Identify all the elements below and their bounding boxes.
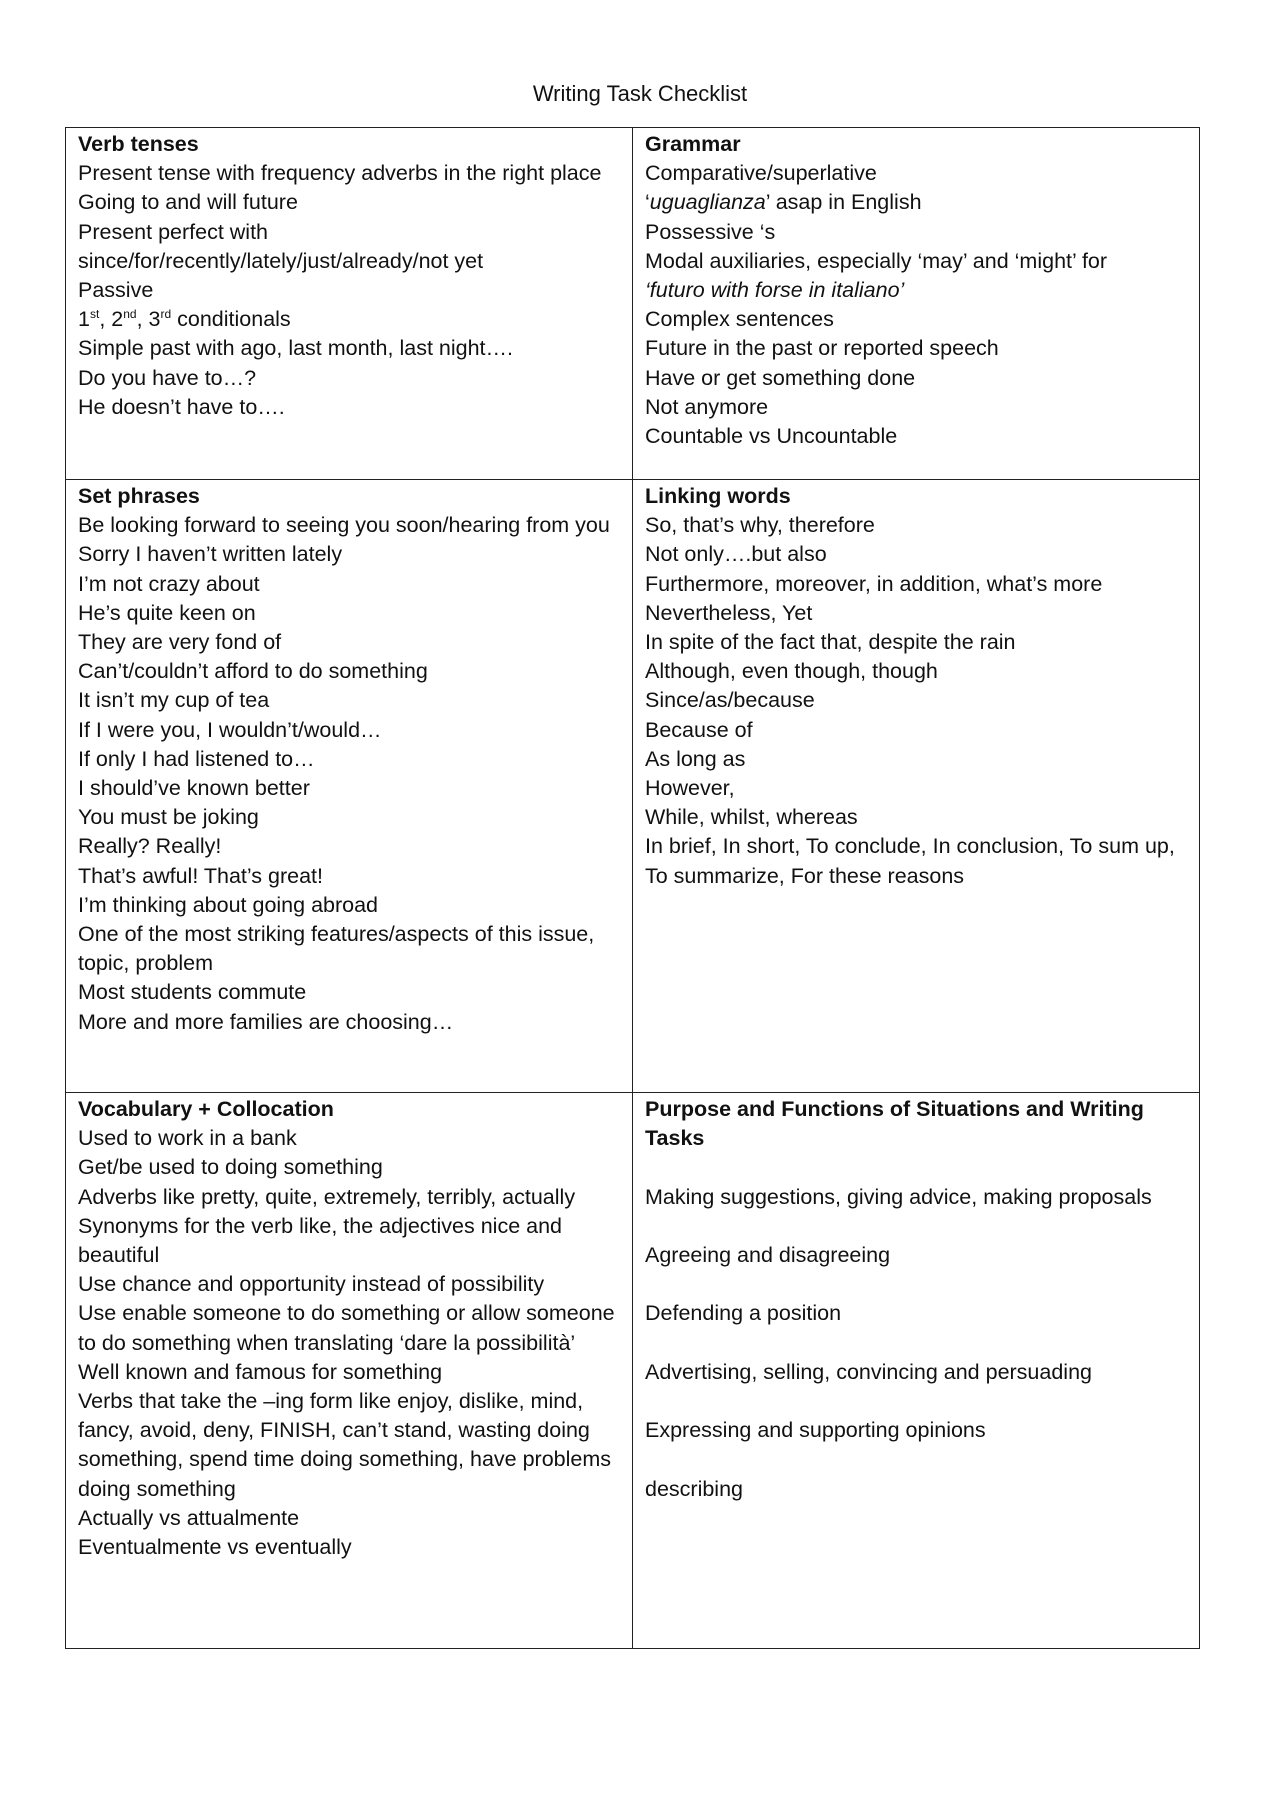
superscript: rd (160, 307, 172, 322)
vocabulary-heading: Vocabulary + Collocation (78, 1097, 334, 1121)
text-span: , 2 (99, 307, 124, 332)
conditionals-item (78, 305, 622, 334)
verb-tenses-cell (66, 128, 633, 480)
text-span: ’ asap in English (765, 190, 922, 215)
list-item: Get/be used to doing something (78, 1155, 383, 1180)
list-item: Can’t/couldn’t afford to do something (78, 659, 428, 684)
list-item: Well known and famous for something (78, 1359, 443, 1384)
list-item: Present perfect with since/for/recently/lately/just/already/not yet (78, 219, 484, 273)
table-row (66, 128, 1200, 480)
uguaglianza-item (645, 188, 1189, 217)
list-item: While, whilst, whereas (645, 805, 858, 830)
set-phrases-heading: Set phrases (78, 484, 200, 508)
list-item: Use enable someone to do something or allow someone to do something when translating ‘dare la possibilità’ (78, 1301, 615, 1355)
table-row (66, 480, 1200, 1093)
list-item: Eventualmente vs eventually (78, 1535, 352, 1560)
list-item: Complex sentences (645, 307, 834, 332)
list-item: ‘futuro with forse in italiano’ (645, 278, 905, 303)
list-item: More and more families are choosing… (78, 1009, 454, 1034)
list-item: Countable vs Uncountable (645, 424, 898, 449)
list-item: Verbs that take the –ing form like enjoy, dislike, mind, fancy, avoid, deny, FINISH, can’t stand, wasting doing something, spend time doing something, have problems doing something (78, 1389, 612, 1501)
list-item: It isn’t my cup of tea (78, 688, 270, 713)
purpose-cell (633, 1093, 1200, 1649)
list-item: He doesn’t have to…. (78, 394, 285, 419)
list-item: Synonyms for the verb like, the adjectives nice and beautiful (78, 1213, 563, 1268)
list-item: Not anymore (645, 394, 769, 419)
superscript: nd (123, 307, 137, 322)
list-item: One of the most striking features/aspects of this issue, topic, problem (78, 922, 595, 976)
vocabulary-cell (66, 1093, 633, 1649)
set-phrases-cell (66, 480, 633, 1093)
list-item: I’m not crazy about (78, 571, 260, 596)
text-span: conditionals (171, 307, 291, 332)
table-row (66, 1093, 1200, 1649)
list-item: Not only….but also (645, 542, 827, 567)
spacer (645, 1445, 1189, 1474)
grammar-cell (633, 128, 1200, 480)
list-item: As long as (645, 746, 746, 771)
list-item: Defending a position (645, 1301, 842, 1326)
list-item: Going to and will future (78, 190, 298, 215)
list-item: Use chance and opportunity instead of possibility (78, 1272, 545, 1297)
list-item: Future in the past or reported speech (645, 336, 999, 361)
grammar-heading: Grammar (645, 132, 741, 156)
list-item: Have or get something done (645, 365, 916, 390)
superscript: st (89, 307, 100, 322)
list-item: That’s awful! That’s great! (78, 863, 323, 888)
text-span: ‘ (645, 190, 650, 215)
list-item: However, (645, 776, 735, 801)
list-item: Advertising, selling, convincing and persuading (645, 1359, 1092, 1384)
list-item: I’m thinking about going abroad (78, 892, 379, 917)
list-item: Expressing and supporting opinions (645, 1418, 986, 1443)
list-item: If only I had listened to… (78, 746, 315, 771)
page-title: Writing Task Checklist (532, 81, 748, 106)
list-item: Passive (78, 278, 154, 303)
list-item: I should’ve known better (78, 776, 310, 801)
list-item: Because of (645, 717, 753, 742)
list-item: Do you have to…? (78, 365, 257, 390)
list-item: In spite of the fact that, despite the rain (645, 630, 1016, 655)
list-item: Modal auxiliaries, especially ‘may’ and ‘might’ for (645, 248, 1108, 273)
linking-words-cell (633, 480, 1200, 1093)
list-item: Actually vs attualmente (78, 1505, 300, 1530)
text-span: 1 (78, 307, 90, 332)
spacer (645, 1270, 1189, 1299)
list-item: Possessive ‘s (645, 219, 776, 244)
list-item: Used to work in a bank (78, 1126, 297, 1151)
list-item: They are very fond of (78, 630, 282, 655)
spacer (645, 1212, 1189, 1241)
list-item: Present tense with frequency adverbs in the right place (78, 161, 602, 186)
spacer (645, 1387, 1189, 1416)
list-item: In brief, In short, To conclude, In conclusion, To sum up, To summarize, For these reasons (645, 834, 1175, 888)
verb-tenses-heading: Verb tenses (78, 132, 199, 156)
list-item: Be looking forward to seeing you soon/hearing from you (78, 513, 610, 538)
checklist-table (65, 127, 1200, 1649)
text-span: , 3 (136, 307, 161, 332)
list-item: Furthermore, moreover, in addition, what’s more (645, 571, 1103, 596)
list-item: Most students commute (78, 980, 307, 1005)
list-item: Simple past with ago, last month, last night…. (78, 336, 513, 361)
list-item: If I were you, I wouldn’t/would… (78, 717, 382, 742)
list-item: describing (645, 1476, 743, 1501)
list-item: Nevertheless, Yet (645, 600, 813, 625)
list-item: Comparative/superlative (645, 161, 877, 186)
purpose-heading: Purpose and Functions of Situations and Writing Tasks (645, 1097, 1144, 1151)
list-item: Really? Really! (78, 834, 222, 859)
spacer (645, 1329, 1189, 1358)
list-item: Agreeing and disagreeing (645, 1242, 891, 1267)
list-item: Adverbs like pretty, quite, extremely, terribly, actually (78, 1184, 576, 1209)
list-item: You must be joking (78, 805, 259, 830)
italic-text: uguaglianza (649, 190, 766, 215)
list-item: Making suggestions, giving advice, making proposals (645, 1184, 1152, 1209)
list-item: Sorry I haven’t written lately (78, 542, 343, 567)
list-item: He’s quite keen on (78, 600, 256, 625)
linking-words-heading: Linking words (645, 484, 791, 508)
list-item: Since/as/because (645, 688, 815, 713)
spacer (645, 1153, 1189, 1182)
list-item: So, that’s why, therefore (645, 513, 875, 538)
list-item: Although, even though, though (645, 659, 938, 684)
